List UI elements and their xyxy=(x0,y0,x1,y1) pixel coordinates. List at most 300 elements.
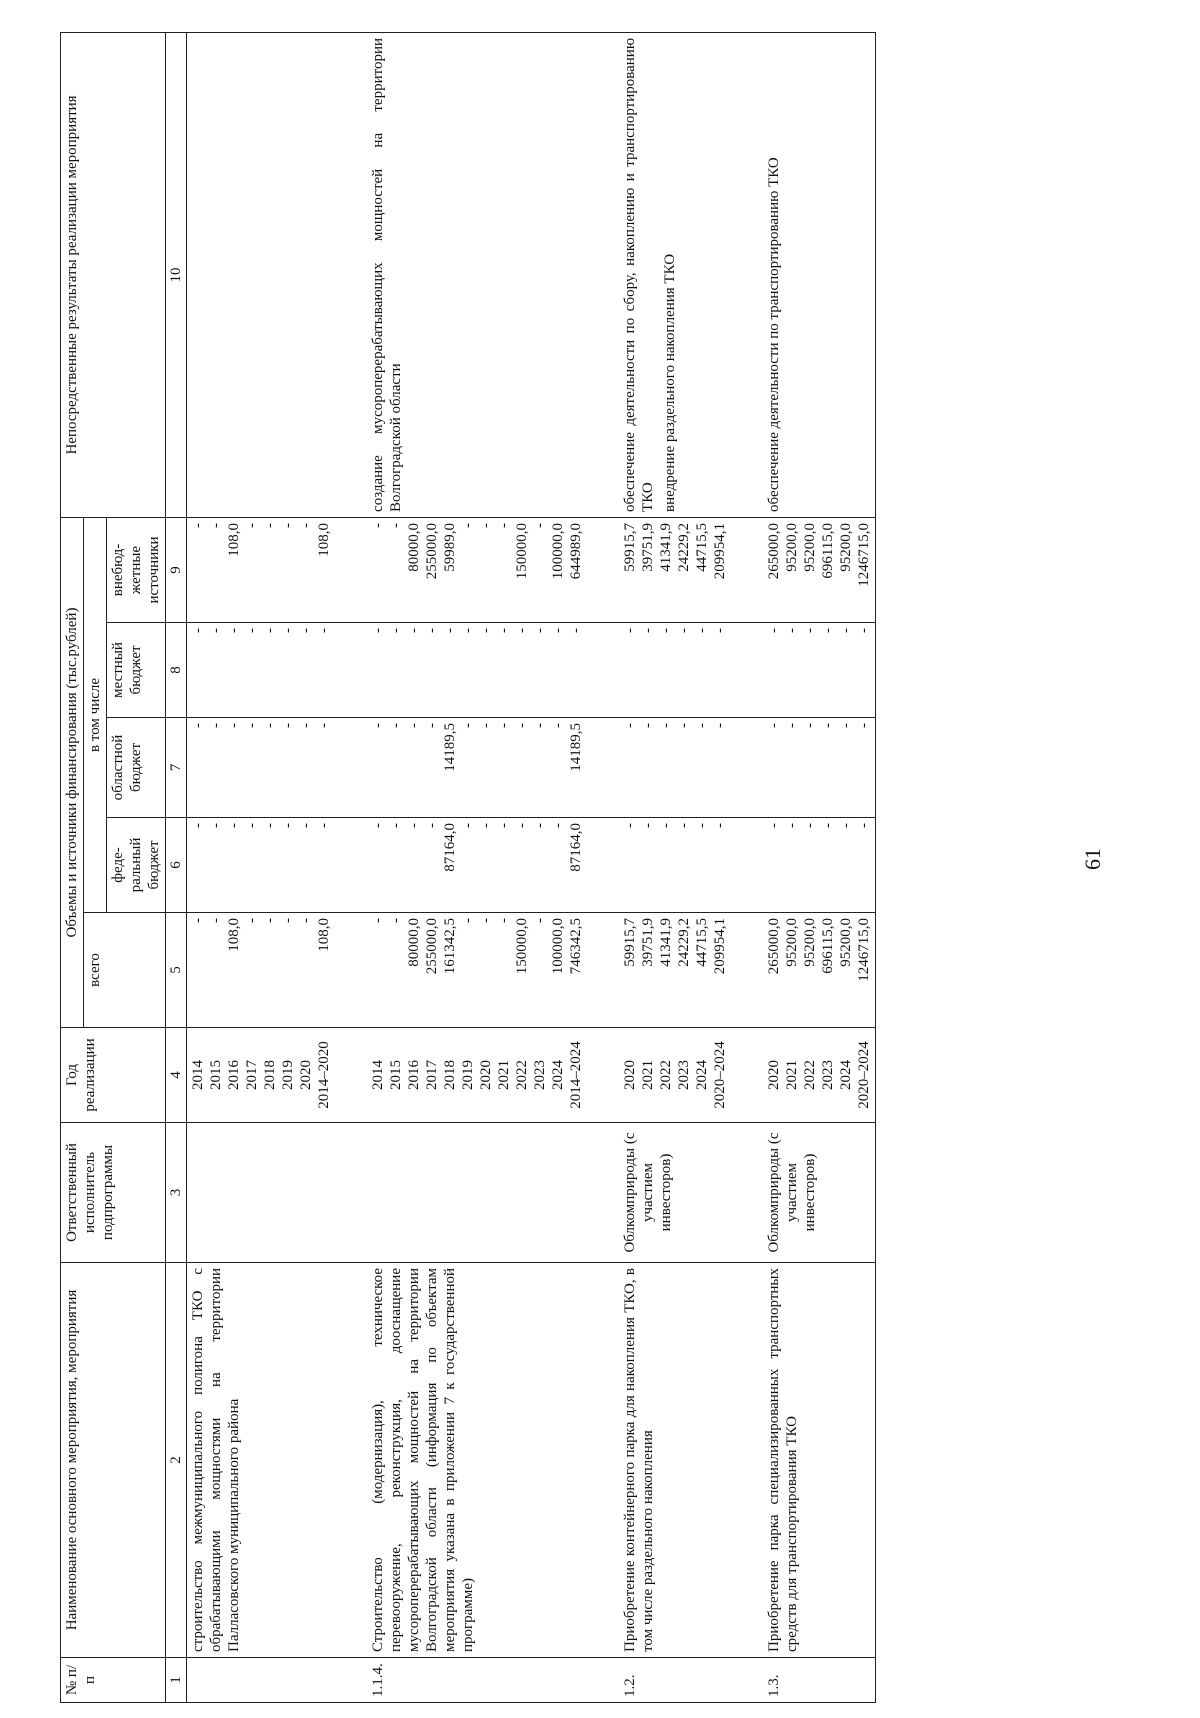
spacer-cell xyxy=(335,718,367,818)
financing-table xyxy=(60,32,876,1703)
year-item: 2020 xyxy=(298,1060,314,1090)
year-item: 2015 xyxy=(208,1060,224,1090)
page-number: 61 xyxy=(1080,848,1105,870)
activity-name: Приобретение парка специализированных транспортных средств для транспортирования ТКО xyxy=(763,1263,876,1658)
regional-value: - xyxy=(622,723,638,728)
column-number: 10 xyxy=(166,32,187,517)
total-value: 161342,5 xyxy=(442,918,458,975)
regional-value: - xyxy=(712,723,728,728)
local-value: - xyxy=(460,628,476,633)
total-value: 150000,0 xyxy=(514,918,530,975)
federal-value: - xyxy=(622,823,638,828)
extra-value: 80000,0 xyxy=(406,522,422,572)
regional-value: - xyxy=(514,723,530,728)
extra-value: 1246715,0 xyxy=(856,522,872,587)
extra-values xyxy=(763,517,876,622)
regional-values xyxy=(619,718,731,818)
regional-value: - xyxy=(226,723,242,728)
regional-value: - xyxy=(766,723,782,728)
regional-value: - xyxy=(856,723,872,728)
activity-name: Приобретение контейнерного парка для накопления ТКО, в том числе раздельного накопления xyxy=(619,1263,731,1658)
year-item: 2020–2024 xyxy=(712,1041,728,1109)
spacer-cell xyxy=(731,517,763,622)
total-value: 265000,0 xyxy=(766,918,782,975)
extra-value: 150000,0 xyxy=(514,522,530,580)
regional-value: - xyxy=(694,723,710,728)
regional-values xyxy=(763,718,876,818)
regional-value: - xyxy=(388,723,404,728)
federal-value: - xyxy=(262,823,278,828)
row-number: 1.2. xyxy=(619,1658,731,1703)
regional-value: - xyxy=(208,723,224,728)
header-extra: внебюд-жетные источники xyxy=(107,517,166,622)
federal-value: - xyxy=(802,823,818,828)
spacer-cell xyxy=(587,1263,619,1658)
federal-value: - xyxy=(244,823,260,828)
column-numbers-row xyxy=(166,32,187,1702)
local-values xyxy=(619,623,731,718)
federal-value: - xyxy=(766,823,782,828)
year-item: 2019 xyxy=(280,1060,296,1090)
regional-value: - xyxy=(802,723,818,728)
regional-value: - xyxy=(406,723,422,728)
regional-value: - xyxy=(370,723,386,728)
column-number: 4 xyxy=(166,1028,187,1123)
regional-value: - xyxy=(460,723,476,728)
local-value: - xyxy=(820,628,836,633)
extra-value: 108,0 xyxy=(226,522,242,557)
extra-values xyxy=(619,517,731,622)
total-value: 746342,5 xyxy=(568,918,584,975)
total-value: 95200,0 xyxy=(802,918,818,967)
column-number: 2 xyxy=(166,1263,187,1658)
spacer-cell xyxy=(587,913,619,1028)
spacer-cell xyxy=(587,623,619,718)
table-header xyxy=(61,32,187,1702)
table-row xyxy=(187,32,336,1702)
row-spacer xyxy=(731,32,763,1702)
table-row xyxy=(619,32,731,1702)
federal-value: - xyxy=(460,823,476,828)
executor: Облкомприроды (с участием инвесторов) xyxy=(763,1123,876,1263)
year-item: 2018 xyxy=(262,1060,278,1090)
header-financing: Объемы и источники финансирования (тыс.рублей) xyxy=(61,517,84,1027)
spacer-cell xyxy=(731,718,763,818)
header-name: Наименование основного мероприятия, мероприятия xyxy=(61,1263,166,1658)
activity-name: строительство межмуниципального полигона ТКО с обрабатывающими мощностями на территории Палласовского муниципального района xyxy=(187,1263,336,1658)
year-item: 2020 xyxy=(478,1060,494,1090)
year-list xyxy=(619,1028,731,1123)
federal-value: - xyxy=(550,823,566,828)
total-value: 44715,5 xyxy=(694,918,710,967)
extra-value: - xyxy=(208,522,224,528)
header-results: Непосредственные результаты реализации мероприятия xyxy=(61,32,166,517)
federal-value: - xyxy=(532,823,548,828)
extra-value: - xyxy=(190,522,206,528)
regional-value: - xyxy=(316,723,332,728)
federal-values xyxy=(187,818,336,913)
regional-value: - xyxy=(820,723,836,728)
year-item: 2024 xyxy=(694,1060,710,1090)
column-number: 1 xyxy=(166,1658,187,1703)
header-num: № п/п xyxy=(61,1658,166,1703)
extra-value: 95200,0 xyxy=(784,522,800,572)
table-body xyxy=(187,32,876,1702)
table-row xyxy=(367,32,587,1702)
regional-value: - xyxy=(262,723,278,728)
local-value: - xyxy=(190,628,206,633)
extra-value: 100000,0 xyxy=(550,522,566,580)
total-value: 59915,7 xyxy=(622,918,638,967)
year-list xyxy=(367,1028,587,1123)
table-row xyxy=(763,32,876,1702)
regional-value: - xyxy=(496,723,512,728)
year-item: 2018 xyxy=(442,1060,458,1090)
extra-value: 209954,1 xyxy=(712,522,728,580)
local-value: - xyxy=(208,628,224,633)
total-value: - xyxy=(280,918,296,923)
total-value: 24229,2 xyxy=(676,918,692,967)
result-text xyxy=(187,32,336,517)
spacer-cell xyxy=(587,1123,619,1263)
column-number: 7 xyxy=(166,718,187,818)
local-value: - xyxy=(784,628,800,633)
federal-value: - xyxy=(676,823,692,828)
total-value: - xyxy=(370,918,386,923)
extra-values xyxy=(367,517,587,622)
total-values xyxy=(187,913,336,1028)
spacer-cell xyxy=(335,32,367,517)
regional-value: - xyxy=(658,723,674,728)
local-value: - xyxy=(226,628,242,633)
federal-value: - xyxy=(190,823,206,828)
total-values xyxy=(367,913,587,1028)
local-value: - xyxy=(370,628,386,633)
federal-value: 87164,0 xyxy=(442,823,458,872)
federal-values xyxy=(367,818,587,913)
spacer-cell xyxy=(335,623,367,718)
header-including: в том числе xyxy=(84,517,107,912)
extra-value: 44715,5 xyxy=(694,522,710,572)
year-item: 2022 xyxy=(802,1060,818,1090)
year-item: 2021 xyxy=(496,1060,512,1090)
extra-value: - xyxy=(262,522,278,528)
federal-value: - xyxy=(208,823,224,828)
extra-value: 95200,0 xyxy=(838,522,854,572)
total-value: - xyxy=(208,918,224,923)
total-value: 95200,0 xyxy=(784,918,800,967)
local-value: - xyxy=(568,628,584,633)
regional-value: - xyxy=(424,723,440,728)
extra-value: 696115,0 xyxy=(820,522,836,579)
total-value: 1246715,0 xyxy=(856,918,872,982)
total-values xyxy=(619,913,731,1028)
year-item: 2021 xyxy=(784,1060,800,1090)
extra-value: 644989,0 xyxy=(568,522,584,580)
year-item: 2017 xyxy=(424,1060,440,1090)
federal-value: - xyxy=(514,823,530,828)
local-value: - xyxy=(640,628,656,633)
federal-value: - xyxy=(856,823,872,828)
year-item: 2020 xyxy=(622,1060,638,1090)
total-value: 696115,0 xyxy=(820,918,836,974)
regional-value: - xyxy=(532,723,548,728)
total-value: - xyxy=(244,918,260,923)
activity-name: Строительство (модернизация), техническое перевооружение, реконструкция, дооснащение мусороперерабатывающих мощностей на территории Волгоградской области (информация по объектам мероприятия указана в приложении 7 к государственной программе) xyxy=(367,1263,587,1658)
extra-value: 24229,2 xyxy=(676,522,692,572)
federal-value: - xyxy=(496,823,512,828)
federal-values xyxy=(619,818,731,913)
local-value: - xyxy=(316,628,332,633)
federal-value: - xyxy=(298,823,314,828)
federal-value: - xyxy=(478,823,494,828)
total-values xyxy=(763,913,876,1028)
local-value: - xyxy=(514,628,530,633)
federal-values xyxy=(763,818,876,913)
year-item: 2020–2024 xyxy=(856,1041,872,1109)
extra-value: 255000,0 xyxy=(424,522,440,580)
total-value: 80000,0 xyxy=(406,918,422,967)
federal-value: 87164,0 xyxy=(568,823,584,872)
result-paragraph: внедрение раздельного накопления ТКО xyxy=(662,253,678,512)
spacer-cell xyxy=(731,1658,763,1703)
result-text xyxy=(619,32,731,517)
executor xyxy=(367,1123,587,1263)
local-value: - xyxy=(496,628,512,633)
local-value: - xyxy=(766,628,782,633)
regional-value: 14189,5 xyxy=(568,723,584,772)
regional-value: - xyxy=(550,723,566,728)
header-local: местный бюджет xyxy=(107,623,166,718)
header-regional: областной бюджет xyxy=(107,718,166,818)
local-value: - xyxy=(424,628,440,633)
local-values xyxy=(763,623,876,718)
federal-value: - xyxy=(406,823,422,828)
spacer-cell xyxy=(335,818,367,913)
regional-value: - xyxy=(478,723,494,728)
extra-value: - xyxy=(370,522,386,528)
regional-value: - xyxy=(244,723,260,728)
spacer-cell xyxy=(587,517,619,622)
year-list xyxy=(187,1028,336,1123)
federal-value: - xyxy=(838,823,854,828)
year-item: 2014 xyxy=(190,1060,206,1090)
federal-value: - xyxy=(280,823,296,828)
local-value: - xyxy=(298,628,314,633)
year-item: 2015 xyxy=(388,1060,404,1090)
header-total: всего xyxy=(84,913,166,1028)
spacer-cell xyxy=(731,1263,763,1658)
total-value: 209954,1 xyxy=(712,918,728,975)
local-value: - xyxy=(694,628,710,633)
total-value: 108,0 xyxy=(316,918,332,952)
local-value: - xyxy=(532,628,548,633)
spacer-cell xyxy=(731,818,763,913)
year-item: 2023 xyxy=(532,1060,548,1090)
extra-value: 95200,0 xyxy=(802,522,818,572)
local-value: - xyxy=(856,628,872,633)
total-value: - xyxy=(298,918,314,923)
federal-value: - xyxy=(316,823,332,828)
federal-value: - xyxy=(694,823,710,828)
header-year: Год реализации xyxy=(61,1028,166,1123)
regional-values xyxy=(187,718,336,818)
federal-value: - xyxy=(370,823,386,828)
year-item: 2024 xyxy=(550,1060,566,1090)
row-number: 1.3. xyxy=(763,1658,876,1703)
result-text xyxy=(367,32,587,517)
extra-value: - xyxy=(244,522,260,528)
total-value: - xyxy=(388,918,404,923)
extra-values xyxy=(187,517,336,622)
spacer-cell xyxy=(587,32,619,517)
column-number: 3 xyxy=(166,1123,187,1263)
spacer-cell xyxy=(335,517,367,622)
extra-value: - xyxy=(532,522,548,528)
row-spacer xyxy=(335,32,367,1702)
regional-value: - xyxy=(676,723,692,728)
total-value: 255000,0 xyxy=(424,918,440,975)
local-value: - xyxy=(280,628,296,633)
local-value: - xyxy=(712,628,728,633)
local-value: - xyxy=(550,628,566,633)
local-value: - xyxy=(244,628,260,633)
total-value: - xyxy=(190,918,206,923)
extra-value: 59915,7 xyxy=(622,522,638,572)
year-item: 2023 xyxy=(820,1060,836,1090)
spacer-cell xyxy=(587,718,619,818)
total-value: - xyxy=(532,918,548,923)
executor xyxy=(187,1123,336,1263)
regional-value: - xyxy=(838,723,854,728)
total-value: 41341,9 xyxy=(658,918,674,967)
regional-value: 14189,5 xyxy=(442,723,458,772)
result-paragraph: обеспечение деятельности по транспортированию ТКО xyxy=(766,157,782,512)
spacer-cell xyxy=(335,913,367,1028)
extra-value: - xyxy=(388,522,404,528)
extra-value: 41341,9 xyxy=(658,522,674,572)
header-executor: Ответственный исполнитель подпрограммы xyxy=(61,1123,166,1263)
federal-value: - xyxy=(424,823,440,828)
extra-value: 59989,0 xyxy=(442,522,458,572)
year-item: 2017 xyxy=(244,1060,260,1090)
extra-value: - xyxy=(298,522,314,528)
spacer-cell xyxy=(587,818,619,913)
spacer-cell xyxy=(731,913,763,1028)
year-item: 2021 xyxy=(640,1060,656,1090)
result-paragraph: обеспечение деятельности по сбору, накоплению и транспортированию ТКО xyxy=(622,37,656,512)
total-value: 39751,9 xyxy=(640,918,656,967)
year-item: 2014–2024 xyxy=(568,1041,584,1109)
local-value: - xyxy=(262,628,278,633)
regional-value: - xyxy=(190,723,206,728)
year-list xyxy=(763,1028,876,1123)
executor: Облкомприроды (с участием инвесторов) xyxy=(619,1123,731,1263)
federal-value: - xyxy=(658,823,674,828)
total-value: - xyxy=(496,918,512,923)
federal-value: - xyxy=(784,823,800,828)
regional-value: - xyxy=(640,723,656,728)
total-value: 95200,0 xyxy=(838,918,854,967)
header-federal: феде-ральный бюджет xyxy=(107,818,166,913)
local-values xyxy=(367,623,587,718)
spacer-cell xyxy=(731,32,763,517)
local-value: - xyxy=(478,628,494,633)
federal-value: - xyxy=(712,823,728,828)
local-value: - xyxy=(406,628,422,633)
year-item: 2016 xyxy=(406,1060,422,1090)
federal-value: - xyxy=(820,823,836,828)
total-value: 100000,0 xyxy=(550,918,566,975)
year-item: 2022 xyxy=(658,1060,674,1090)
local-value: - xyxy=(388,628,404,633)
row-number: 1.1.4. xyxy=(367,1658,587,1703)
total-value: 108,0 xyxy=(226,918,242,952)
spacer-cell xyxy=(587,1028,619,1123)
local-values xyxy=(187,623,336,718)
year-item: 2014–2020 xyxy=(316,1041,332,1109)
spacer-cell xyxy=(335,1123,367,1263)
year-item: 2024 xyxy=(838,1060,854,1090)
column-number: 5 xyxy=(166,913,187,1028)
local-value: - xyxy=(442,628,458,633)
year-item: 2023 xyxy=(676,1060,692,1090)
federal-value: - xyxy=(640,823,656,828)
spacer-cell xyxy=(587,1658,619,1703)
regional-value: - xyxy=(298,723,314,728)
local-value: - xyxy=(658,628,674,633)
extra-value: 39751,9 xyxy=(640,522,656,572)
federal-value: - xyxy=(226,823,242,828)
extra-value: 108,0 xyxy=(316,522,332,557)
extra-value: - xyxy=(460,522,476,528)
total-value: - xyxy=(478,918,494,923)
year-item: 2020 xyxy=(766,1060,782,1090)
regional-value: - xyxy=(280,723,296,728)
year-item: 2016 xyxy=(226,1060,242,1090)
extra-value: - xyxy=(496,522,512,528)
regional-values xyxy=(367,718,587,818)
total-value: - xyxy=(262,918,278,923)
spacer-cell xyxy=(731,1028,763,1123)
extra-value: - xyxy=(280,522,296,528)
regional-value: - xyxy=(784,723,800,728)
row-number xyxy=(187,1658,336,1703)
local-value: - xyxy=(838,628,854,633)
spacer-cell xyxy=(731,1123,763,1263)
local-value: - xyxy=(802,628,818,633)
extra-value: - xyxy=(478,522,494,528)
result-text xyxy=(763,32,876,517)
spacer-cell xyxy=(335,1028,367,1123)
spacer-cell xyxy=(731,623,763,718)
year-item: 2022 xyxy=(514,1060,530,1090)
local-value: - xyxy=(676,628,692,633)
spacer-cell xyxy=(335,1263,367,1658)
column-number: 8 xyxy=(166,623,187,718)
spacer-cell xyxy=(335,1658,367,1703)
federal-value: - xyxy=(388,823,404,828)
result-paragraph: создание мусороперерабатывающих мощностей на территории Волгоградской области xyxy=(370,37,404,512)
year-item: 2014 xyxy=(370,1060,386,1090)
extra-value: 265000,0 xyxy=(766,522,782,580)
column-number: 9 xyxy=(166,517,187,622)
year-item: 2019 xyxy=(460,1060,476,1090)
local-value: - xyxy=(622,628,638,633)
total-value: - xyxy=(460,918,476,923)
column-number: 6 xyxy=(166,818,187,913)
row-spacer xyxy=(587,32,619,1702)
